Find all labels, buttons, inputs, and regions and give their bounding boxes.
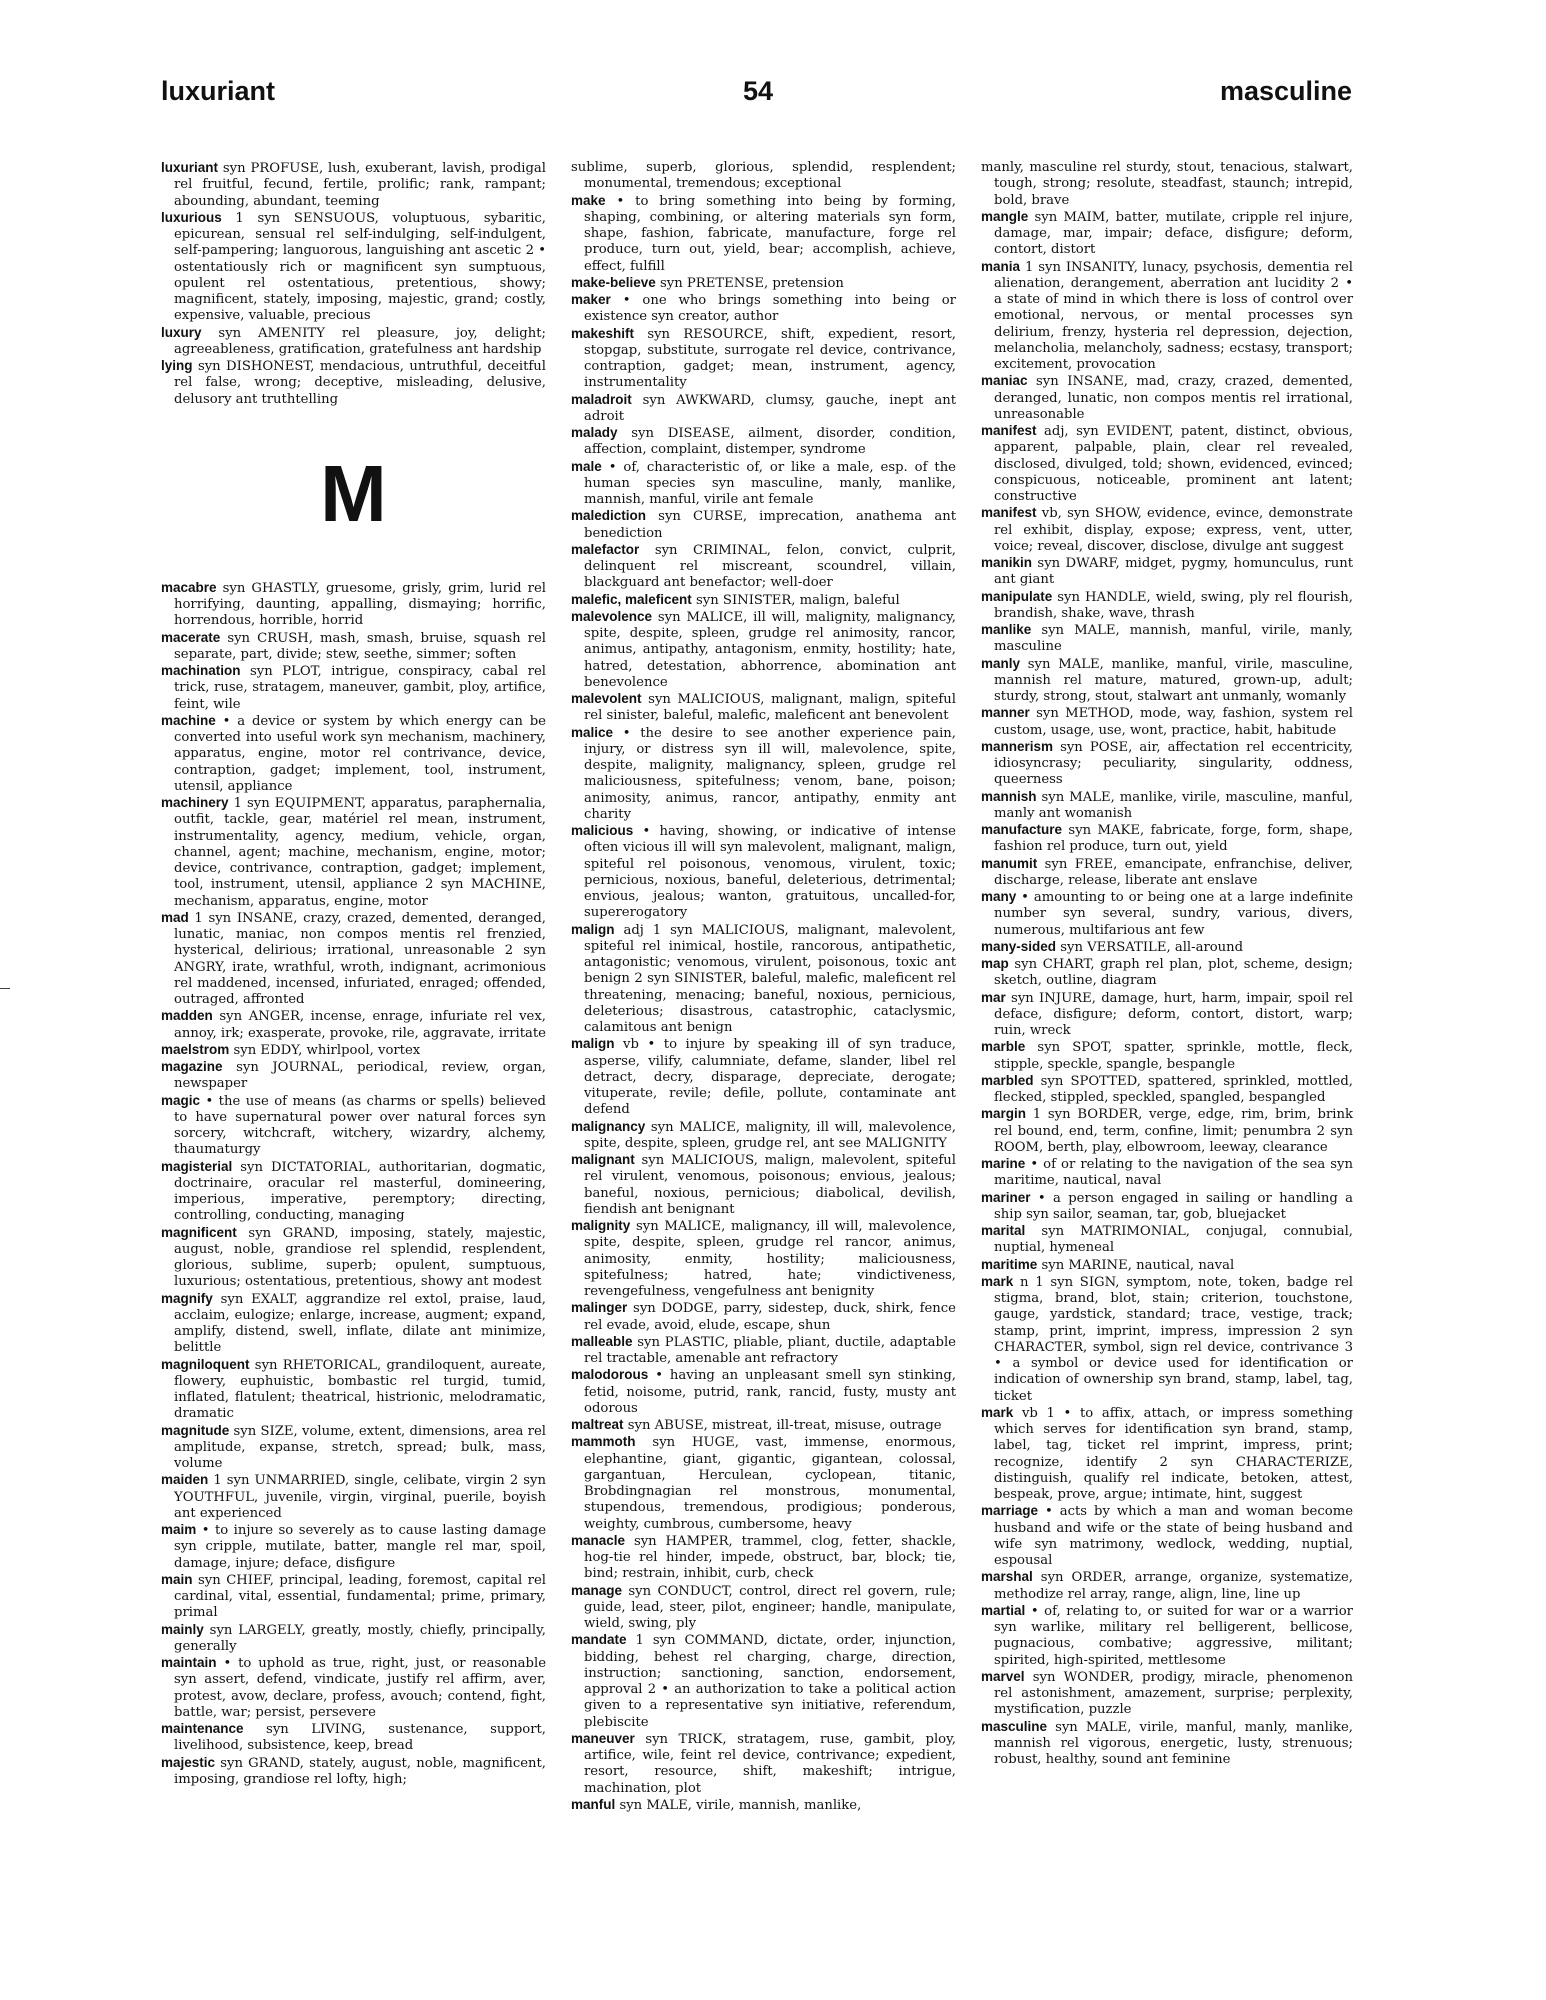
entry-headword: mania: [981, 258, 1021, 274]
entry-definition: syn POSE, air, affectation rel eccentricity, idiosyncrasy; peculiarity, singularity, oddness, queerness: [994, 739, 1353, 788]
entry-headword: maim: [161, 1522, 197, 1537]
dictionary-entry: [981, 1719, 1353, 1769]
entry-headword: malefactor: [571, 541, 640, 557]
dictionary-entry: [161, 1093, 546, 1159]
dictionary-entry: [571, 508, 956, 542]
entry-definition: syn MALE, manlike, virile, masculine, manful, manly ant womanish: [994, 789, 1353, 821]
entry-headword: many-sided: [981, 938, 1057, 954]
entry-definition: syn CRIMINAL, felon, convict, culprit, delinquent rel miscreant, scoundrel, villain, blackguard ant benefactor; well-doer: [584, 542, 956, 591]
entry-headword: male: [571, 458, 602, 474]
dictionary-entry: [571, 1119, 956, 1153]
entry-definition: syn HANDLE, wield, swing, ply rel flourish, brandish, shake, wave, thrash: [994, 589, 1353, 621]
entry-headword: manful: [571, 1796, 616, 1812]
entry-headword: make-believe: [571, 274, 656, 290]
dictionary-entry: [161, 1059, 546, 1093]
entry-definition: manly, masculine rel sturdy, stout, tenacious, stalwart, tough, strong; resolute, steadfast, staunch; intrepid, bold, brave: [981, 160, 1353, 208]
entry-headword: manikin: [981, 555, 1033, 570]
dictionary-entry: [571, 425, 956, 459]
entry-definition: 1 syn SENSUOUS, voluptuous, sybaritic, epicurean, sensual rel self-indulging, self-indulgent, self-pampering; languorous, languishing ant ascetic 2 • ostentatiously rich or magnificent syn sumptuous, opulent rel ostentatious, pretentious, showy; magnificent, stately, imposing, majestic, grand; costly, expensive, valuable, precious: [174, 210, 546, 324]
entry-headword: machination: [161, 663, 241, 678]
column-3: [981, 160, 1353, 1768]
entry-headword: magisterial: [161, 1158, 233, 1174]
dictionary-entry: [161, 580, 546, 630]
entry-definition: syn JOURNAL, periodical, review, organ, newspaper: [174, 1060, 546, 1092]
dictionary-entry: [571, 609, 956, 691]
entry-definition: syn RHETORICAL, grandiloquent, aureate, flowery, euphuistic, bombastic rel turgid, tumid, inflated, flatulent; theatrical, histrionic, melodramatic, dramatic: [174, 1357, 546, 1422]
entry-definition: vb, syn SHOW, evidence, evince, demonstrate rel exhibit, display, expose; express, vent, utter, voice; reveal, discover, disclose, divulge ant suggest: [994, 506, 1353, 554]
entry-definition: • amounting to or being one at a large indefinite number syn several, sundry, various, divers, numerous, multifarious ant few: [994, 890, 1353, 938]
entry-headword: maker: [571, 292, 611, 307]
entry-headword: malicious: [571, 823, 634, 838]
entry-definition: syn WONDER, prodigy, miracle, phenomenon rel astonishment, amazement, surprise; perplexity, mystification, puzzle: [994, 1669, 1353, 1718]
dictionary-entry: [981, 1569, 1353, 1603]
entry-definition: syn ANGER, incense, enrage, infuriate rel vex, annoy, irk; exasperate, provoke, rile, aggravate, irritate: [174, 1009, 546, 1041]
entry-headword: malignancy: [571, 1118, 646, 1134]
entry-headword: luxurious: [161, 209, 222, 225]
dictionary-entry: [571, 823, 956, 922]
entry-headword: manipulate: [981, 588, 1053, 604]
dictionary-entry: [161, 1622, 546, 1656]
entry-headword: luxuriant: [161, 160, 219, 175]
entry-headword: masculine: [981, 1718, 1048, 1734]
entry-headword: malevolent: [571, 691, 642, 706]
entry-definition: syn PLOT, intrigue, conspiracy, cabal rel trick, ruse, stratagem, maneuver, gambit, ploy, artifice, feint, wile: [174, 664, 546, 712]
entry-headword: marine: [981, 1156, 1026, 1171]
dictionary-entry: [981, 555, 1353, 589]
crop-mark: [0, 988, 10, 989]
entry-definition: syn MAKE, fabricate, forge, form, shape, fashion rel produce, turn out, yield: [994, 823, 1353, 855]
dictionary-entry: [161, 325, 546, 359]
dictionary-entry: [571, 691, 956, 725]
dictionary-entry: [981, 1190, 1353, 1224]
entry-definition: syn MALE, virile, mannish, manlike,: [619, 1797, 862, 1813]
dictionary-entry: [981, 1257, 1353, 1274]
dictionary-entry: [571, 1417, 956, 1434]
entry-headword: mar: [981, 989, 1006, 1005]
dictionary-entry: [981, 160, 1353, 209]
entry-headword: machine: [161, 712, 216, 728]
entry-headword: marbled: [981, 1072, 1034, 1088]
dictionary-entry: [981, 259, 1353, 374]
entry-headword: mainly: [161, 1621, 204, 1637]
dictionary-entry: [981, 505, 1353, 555]
dictionary-entry: [981, 1039, 1353, 1073]
entry-definition: syn MALICIOUS, malign, malevolent, spiteful rel virulent, venomous, poisonous; envious, jealous; baneful, noxious, pernicious; diabolical, devilish, fiendish ant benignant: [584, 1153, 956, 1217]
dictionary-entry: [161, 663, 546, 713]
dictionary-entry: [981, 373, 1353, 423]
entry-headword: maniac: [981, 373, 1028, 389]
entry-definition: syn MALE, mannish, manful, virile, manly, masculine: [994, 623, 1353, 655]
entry-headword: malevolence: [571, 608, 653, 624]
dictionary-entry: [161, 795, 546, 910]
section-letter: M: [320, 448, 387, 538]
dictionary-entry: [571, 1334, 956, 1368]
dictionary-entry: [571, 1583, 956, 1633]
dictionary-entry: [981, 705, 1353, 739]
entry-headword: manacle: [571, 1532, 626, 1548]
dictionary-entry: [161, 1008, 546, 1042]
dictionary-entry: [571, 193, 956, 275]
entry-headword: manner: [981, 705, 1030, 721]
entry-headword: magnificent: [161, 1224, 237, 1240]
dictionary-entry: [571, 459, 956, 509]
entry-headword: magnitude: [161, 1422, 230, 1438]
dictionary-entry: [571, 160, 956, 193]
entry-definition: syn LARGELY, greatly, mostly, chiefly, principally, generally: [174, 1622, 546, 1654]
entry-headword: mangle: [981, 208, 1029, 224]
dictionary-entry: [981, 209, 1353, 259]
entry-definition: syn CHART, graph rel plan, plot, scheme, design; sketch, outline, diagram: [994, 957, 1353, 989]
entry-definition: 1 syn INSANITY, lunacy, psychosis, dementia rel alienation, derangement, aberration ant lucidity 2 • a state of mind in which there is loss of control over emotional, nervous, or mental processes syn delirium, frenzy, hysteria rel depression, dejection, melancholia, melancholy, sadness; ecstasy, transport; excitement, provocation: [994, 259, 1353, 372]
dictionary-entry: [571, 592, 956, 609]
entry-headword: malignity: [571, 1218, 631, 1233]
entry-headword: malinger: [571, 1300, 628, 1316]
entry-definition: • of or relating to the navigation of the sea syn maritime, nautical, naval: [994, 1157, 1353, 1189]
entry-headword: manly: [981, 655, 1021, 671]
entry-headword: main: [161, 1571, 193, 1587]
entry-headword: macabre: [161, 579, 217, 595]
entry-definition: syn MARINE, nautical, naval: [1041, 1257, 1235, 1273]
entry-definition: vb 1 • to affix, attach, or impress something which serves for identification syn brand, stamp, label, tag, ticket rel imprint, impress, print; recognize, identify 2 syn CHARACTERIZE, distinguish, qualify rel indicate, betoken, attest, bespeak, prove, argue; intimate, hint, suggest: [994, 1405, 1353, 1502]
entry-definition: syn EXALT, aggrandize rel extol, praise, laud, acclaim, eulogize; enlarge, increase, augment; expand, amplify, distend, swell, inflate, dilate ant minimize, belittle: [174, 1291, 546, 1356]
entry-definition: adj 1 syn MALICIOUS, malignant, malevolent, spiteful rel inimical, hostile, rancorous, antipathetic, antagonistic; venomous, virulent, poisonous, toxic ant benign 2 syn SINISTER, baleful, malefic, maleficent rel threatening, menacing; baneful, noxious, pernicious, deleterious; disastrous, catastrophic, cataclysmic, calamitous ant benign: [584, 922, 956, 1035]
entry-headword: malign: [571, 921, 615, 937]
page-number: 54: [743, 76, 774, 106]
dictionary-entry: [161, 630, 546, 664]
entry-headword: malign: [571, 1036, 615, 1052]
entry-definition: syn MALE, virile, manful, manly, manlike, mannish rel vigorous, energetic, lusty, strenuous; robust, healthy, sound ant feminine: [994, 1719, 1353, 1767]
entry-definition: syn CURSE, imprecation, anathema ant benediction: [584, 509, 956, 541]
entry-headword: makeshift: [571, 325, 635, 341]
entry-headword: mammoth: [571, 1434, 636, 1450]
dictionary-entry: [981, 1405, 1353, 1504]
column-2: [571, 160, 956, 1814]
entry-definition: syn AWKWARD, clumsy, gauche, inept ant adroit: [584, 392, 956, 424]
entry-headword: malady: [571, 425, 618, 440]
entry-definition: • a device or system by which energy can be converted into useful work syn mechanism, machinery, apparatus, engine, motor rel contrivance, device, contraption, gadget; implement, tool, instrument, utensil, appliance: [174, 713, 546, 794]
entry-definition: syn PLASTIC, pliable, pliant, ductile, adaptable rel tractable, amenable ant refractory: [584, 1334, 956, 1366]
entry-definition: syn LIVING, sustenance, support, livelihood, subsistence, keep, bread: [174, 1722, 546, 1754]
entry-definition: syn DWARF, midget, pygmy, homunculus, runt ant giant: [994, 556, 1353, 588]
dictionary-entry: [161, 1755, 546, 1789]
entry-definition: • to injure so severely as to cause lasting damage syn cripple, mutilate, batter, mangle rel mar, spoil, damage, injure; deface, disfigure: [174, 1523, 546, 1571]
entry-definition: syn HUGE, vast, immense, enormous, elephantine, giant, gigantic, gigantean, colossal, gargantuan, Herculean, cyclopean, titanic, Brobdingnagian rel monstrous, monumental, stupendous, tremendous, prodigious; ponderous, weighty, cumbrous, cumbersome, heavy: [584, 1435, 956, 1532]
entry-headword: marble: [981, 1039, 1026, 1055]
entry-definition: • acts by which a man and woman become husband and wife or the state of being husband and wife syn matrimony, wedlock, wedding, nuptial, espousal: [994, 1504, 1354, 1568]
dictionary-entry: [981, 822, 1353, 856]
dictionary-entry: [571, 542, 956, 592]
entry-headword: mannish: [981, 788, 1037, 804]
dictionary-entry: [161, 160, 546, 210]
dictionary-entry: [161, 1655, 546, 1721]
entry-definition: syn MALICE, ill will, malignity, malignancy, spite, despite, spleen, grudge rel animosity, rancor, animus, antipathy, antagonism, enmity, hostility; hate, hatred, detestation, abhorrence, abomination ant benevolence: [584, 609, 956, 690]
entry-headword: malefic, maleficent: [571, 591, 692, 607]
entry-definition: 1 syn EQUIPMENT, apparatus, paraphernalia, outfit, tackle, gear, matériel rel mean, instrument, instrumentality, agency, medium, vehicle, organ, channel, agent; machine, mechanism, engine, motor; device, contrivance, contraption, gadget; implement, tool, instrument, utensil, appliance 2 syn MACHINE, mechanism, apparatus, engine, motor: [174, 796, 546, 909]
entry-definition: • having an unpleasant smell syn stinking, fetid, noisome, putrid, rank, rancid, fusty, musty ant odorous: [584, 1368, 956, 1416]
entry-headword: malediction: [571, 508, 647, 524]
dictionary-entry: [161, 713, 546, 795]
entry-headword: mark: [981, 1273, 1014, 1289]
entry-definition: 1 syn COMMAND, dictate, order, injunction, bidding, behest rel charging, charge, direction, instruction; sanctioning, sanction, endorsement, approval 2 • an authorization to take a political action given to a representative syn initiative, referendum, plebiscite: [584, 1633, 956, 1730]
dictionary-entry: [161, 1291, 546, 1357]
entry-headword: mariner: [981, 1189, 1031, 1205]
entry-definition: syn PRETENSE, pretension: [660, 275, 844, 291]
entry-definition: syn MALICIOUS, malignant, malign, spiteful rel sinister, baleful, malefic, maleficent ant benevolent: [584, 692, 956, 724]
entry-headword: manumit: [981, 855, 1038, 871]
entry-definition: syn MATRIMONIAL, conjugal, connubial, nuptial, hymeneal: [994, 1224, 1353, 1256]
dictionary-entry: [981, 956, 1353, 990]
entry-headword: make: [571, 192, 606, 208]
entry-headword: magniloquent: [161, 1356, 250, 1372]
entry-definition: • a person engaged in sailing or handling a ship syn sailor, seaman, tar, gob, bluejacket: [994, 1190, 1353, 1222]
entry-definition: syn SPOT, spatter, sprinkle, mottle, fleck, stipple, speckle, spangle, bespangle: [994, 1040, 1353, 1072]
dictionary-entry: [981, 622, 1353, 656]
entry-headword: maltreat: [571, 1417, 624, 1432]
entry-definition: • one who brings something into being or existence syn creator, author: [584, 293, 956, 325]
entry-headword: magazine: [161, 1059, 223, 1074]
entry-headword: macerate: [161, 629, 221, 645]
dictionary-entry: [571, 1434, 956, 1533]
entry-headword: mad: [161, 909, 189, 925]
entry-definition: • to bring something into being by forming, shaping, combining, or altering materials syn form, shape, fashion, fabricate, manufacture, forge rel produce, turn out, yield, bear; accomplish, achieve, effect, fulfill: [584, 193, 956, 274]
entry-definition: vb • to injure by speaking ill of syn traduce, asperse, vilify, calumniate, defame, slander, libel rel detract, decry, disparage, depreciate, derogate; vituperate, revile; defile, pollute, contaminate ant defend: [584, 1037, 956, 1118]
dictionary-entry: [161, 1159, 546, 1225]
dictionary-entry: [981, 1156, 1353, 1190]
guide-word-left: luxuriant: [161, 76, 276, 106]
dictionary-entry: [981, 1106, 1353, 1156]
entry-headword: many: [981, 889, 1017, 904]
dictionary-entry: [571, 725, 956, 824]
dictionary-entry: [981, 739, 1353, 789]
dictionary-entry: [161, 1721, 546, 1755]
entry-definition: syn DODGE, parry, sidestep, duck, shirk, fence rel evade, avoid, elude, escape, shun: [584, 1301, 956, 1333]
entry-headword: magnify: [161, 1290, 213, 1306]
dictionary-entry: [981, 1073, 1353, 1107]
entry-definition: 1 syn BORDER, verge, edge, rim, brim, brink rel bound, end, term, confine, limit; penumbra 2 syn ROOM, berth, play, elbowroom, leeway, clearance: [994, 1107, 1353, 1155]
entry-definition: syn PROFUSE, lush, exuberant, lavish, prodigal rel fruitful, fecund, fertile, prolific; rank, rampant; abounding, abundant, teeming: [174, 161, 547, 209]
entry-definition: syn DISEASE, ailment, disorder, condition, affection, complaint, distemper, syndrome: [584, 426, 956, 458]
entry-definition: syn INJURE, damage, hurt, harm, impair, spoil rel deface, disfigure; deform, contort, distort, warp; ruin, wreck: [994, 990, 1353, 1038]
entry-definition: • to uphold as true, right, just, or reasonable syn assert, defend, vindicate, justify rel affirm, aver, protest, avow, declare, profess, avouch; contend, fight, battle, war; persist, persevere: [174, 1656, 546, 1720]
entry-headword: majestic: [161, 1754, 216, 1770]
entry-definition: syn VERSATILE, all-around: [1060, 939, 1244, 955]
dictionary-entry: [161, 1572, 546, 1622]
entry-headword: magic: [161, 1092, 201, 1108]
entry-headword: maintenance: [161, 1721, 244, 1736]
dictionary-entry: [571, 1152, 956, 1218]
dictionary-entry: [981, 1503, 1353, 1569]
entry-definition: syn CONDUCT, control, direct rel govern, rule; guide, lead, steer, pilot, engineer; handle, manipulate, wield, swing, ply: [584, 1583, 956, 1631]
dictionary-entry: [571, 275, 956, 292]
entry-definition: syn SIZE, volume, extent, dimensions, area rel amplitude, expanse, stretch, spread; bulk, mass, volume: [174, 1423, 546, 1471]
entry-headword: martial: [981, 1602, 1026, 1618]
dictionary-entry: [571, 1731, 956, 1797]
entry-definition: syn METHOD, mode, way, fashion, system rel custom, usage, use, wont, practice, habit, habitude: [994, 706, 1353, 738]
entry-definition: • of, characteristic of, or like a male, esp. of the human species syn masculine, manly, manlike, mannish, manful, virile ant female: [584, 459, 956, 507]
entry-definition: syn CRUSH, mash, smash, bruise, squash rel separate, part, divide; stew, seethe, simmer; soften: [174, 630, 546, 662]
entry-definition: syn ABUSE, mistreat, ill-treat, misuse, outrage: [627, 1418, 942, 1433]
entry-definition: • of, relating to, or suited for war or a warrior syn warlike, military rel belligerent, bellicose, pugnacious, combative; aggressive, militant; spirited, high-spirited, mettlesome: [994, 1603, 1353, 1668]
entry-definition: 1 syn INSANE, crazy, crazed, demented, deranged, lunatic, maniac, non compos mentis rel frenzied, hysterical, delirious; irrational, unreasonable 2 syn ANGRY, irate, wrathful, wroth, indignant, acrimonious rel maddened, incensed, infuriated, enraged; offended, outraged, affronted: [174, 910, 546, 1007]
entry-headword: malodorous: [571, 1367, 649, 1383]
entry-definition: syn SINISTER, malign, baleful: [696, 592, 900, 608]
dictionary-entry: [571, 1036, 956, 1118]
entry-headword: maiden: [161, 1472, 209, 1488]
entry-headword: manufacture: [981, 822, 1063, 837]
dictionary-entry: [981, 1603, 1353, 1669]
dictionary-entry: [571, 1300, 956, 1334]
dictionary-entry: [161, 358, 546, 408]
entry-headword: mark: [981, 1404, 1014, 1420]
dictionary-entry: [981, 1669, 1353, 1719]
dictionary-entry: [571, 1533, 956, 1583]
entry-headword: maintain: [161, 1655, 217, 1670]
dictionary-entry: [981, 589, 1353, 623]
entry-definition: syn ORDER, arrange, organize, systematize, methodize rel array, range, align, line, line up: [994, 1570, 1353, 1602]
entry-headword: maelstrom: [161, 1041, 230, 1057]
entry-definition: syn MAIM, batter, mutilate, cripple rel injure, damage, mar, impair; deface, disfigure; deform, contort, distort: [994, 209, 1353, 258]
guide-word-right: masculine: [1219, 76, 1352, 106]
dictionary-entry: [981, 423, 1353, 505]
entry-definition: adj, syn EVIDENT, patent, distinct, obvious, apparent, palpable, plain, clear rel revealed, disclosed, divulged, told; shown, evidenced, evinced; conspicuous, noticeable, prominent ant latent; constructive: [994, 424, 1353, 504]
dictionary-entry: [571, 1218, 956, 1300]
entry-headword: marital: [981, 1223, 1026, 1238]
entry-headword: map: [981, 956, 1009, 971]
dictionary-entry: [161, 1225, 546, 1291]
entry-definition: syn MALE, manlike, manful, virile, masculine, mannish rel mature, matured, grown-up, adult; sturdy, strong, stout, stalwart ant unmanly, womanly: [994, 656, 1353, 704]
entry-definition: syn FREE, emancipate, enfranchise, deliver, discharge, release, liberate ant enslave: [994, 856, 1353, 888]
entry-definition: syn MALICE, malignity, ill will, malevolence, spite, despite, spleen, grudge rel, ant see MALIGNITY: [584, 1119, 956, 1151]
dictionary-entry: [571, 292, 956, 326]
entry-headword: lying: [161, 358, 193, 373]
dictionary-entry: [571, 392, 956, 426]
entry-headword: mandate: [571, 1632, 627, 1648]
dictionary-entry: [981, 1274, 1353, 1405]
dictionary-entry: [161, 210, 546, 325]
entry-definition: syn GRAND, imposing, stately, majestic, august, noble, grandiose rel splendid, resplendent, glorious, sublime, superb; opulent, sumptuous, luxurious; ostentatious, pretentious, showy ant modest: [174, 1225, 547, 1290]
entry-headword: manlike: [981, 622, 1032, 637]
dictionary-entry: [571, 922, 956, 1037]
entry-headword: manifest: [981, 423, 1037, 438]
dictionary-entry: [981, 789, 1353, 823]
dictionary-entry: [981, 656, 1353, 706]
dictionary-entry: [981, 889, 1353, 939]
entry-headword: mannerism: [981, 738, 1054, 754]
entry-definition: syn SPOTTED, spattered, sprinkled, mottled, flecked, stippled, speckled, spangled, bespangled: [994, 1073, 1353, 1105]
entry-definition: • the use of means (as charms or spells) believed to have supernatural power over natural forces syn sorcery, witchcraft, witchery, wizardry, alchemy, thaumaturgy: [174, 1093, 546, 1158]
dictionary-entry: [981, 990, 1353, 1040]
entry-definition: • the desire to see another experience pain, injury, or distress syn ill will, malevolence, spite, despite, malignity, malignancy, spleen, grudge rel maliciousness, spitefulness; venom, bane, poison; animosity, animus, rancor, antipathy, enmity ant charity: [584, 725, 956, 822]
entry-definition: syn CHIEF, principal, leading, foremost, capital rel cardinal, vital, essential, fundamental; prime, primary, primal: [174, 1572, 546, 1621]
entry-definition: syn RESOURCE, shift, expedient, resort, stopgap, substitute, surrogate rel device, contrivance, contraption, gadget; mean, instrument, agency, instrumentality: [584, 326, 956, 391]
entry-headword: luxury: [161, 324, 202, 340]
entry-definition: syn HAMPER, trammel, clog, fetter, shackle, hog-tie rel hinder, impede, obstruct, bar, block; tie, bind; restrain, inhibit, curb, check: [584, 1533, 956, 1582]
entry-definition: syn DICTATORIAL, authoritarian, dogmatic, doctrinaire, oracular rel masterful, domineering, imperious, imperative, peremptory; directing, controlling, conducting, managing: [174, 1159, 546, 1224]
dictionary-entry: [981, 1223, 1353, 1257]
entry-definition: syn MALICE, malignancy, ill will, malevolence, spite, despite, spleen, grudge rel rancor, animus, animosity, enmity, hostility; maliciousness, spitefulness; hatred, hate; vindictiveness, revengefulness, vengefulness ant benignity: [584, 1219, 956, 1299]
entry-headword: manifest: [981, 505, 1037, 521]
entry-definition: syn GRAND, stately, august, noble, magnificent, imposing, grandiose rel lofty, high;: [174, 1755, 546, 1787]
entry-definition: 1 syn UNMARRIED, single, celibate, virgin 2 syn YOUTHFUL, juvenile, virgin, virginal, puerile, boyish ant experienced: [174, 1473, 546, 1521]
entry-definition: syn GHASTLY, gruesome, grisly, grim, lurid rel horrifying, daunting, appalling, dismaying; horrific, horrendous, horrible, horrid: [174, 580, 546, 629]
entry-definition: syn EDDY, whirlpool, vortex: [233, 1042, 421, 1058]
dictionary-entry: [161, 1423, 546, 1473]
dictionary-entry: [571, 1632, 956, 1731]
entry-definition: syn AMENITY rel pleasure, joy, delight; agreeableness, gratification, gratefulness ant hardship: [174, 325, 546, 357]
entry-headword: maneuver: [571, 1730, 635, 1746]
entry-headword: marshal: [981, 1569, 1033, 1585]
dictionary-entry: [571, 326, 956, 392]
dictionary-entry: [161, 1042, 546, 1059]
entry-headword: malice: [571, 724, 614, 740]
entry-headword: maladroit: [571, 391, 632, 407]
entry-headword: malleable: [571, 1333, 633, 1349]
entry-definition: syn INSANE, mad, crazy, crazed, demented, deranged, lunatic, non compos mentis rel irrational, unreasonable: [994, 374, 1353, 422]
dictionary-entry: [161, 1522, 546, 1572]
entry-headword: madden: [161, 1008, 213, 1024]
dictionary-entry: [571, 1367, 956, 1417]
entry-definition: syn TRICK, stratagem, ruse, gambit, ploy, artifice, wile, feint rel device, contrivance; expedient, resort, resource, shift, makeshift; intrigue, machination, plot: [584, 1731, 956, 1796]
dictionary-entry: [161, 1472, 546, 1522]
dictionary-entry: [571, 1797, 956, 1814]
entry-definition: sublime, superb, glorious, splendid, resplendent; monumental, tremendous; exceptional: [571, 160, 956, 192]
column-1: [161, 160, 546, 1788]
dictionary-entry: [161, 910, 546, 1009]
entry-headword: manage: [571, 1582, 623, 1598]
entry-headword: marriage: [981, 1503, 1039, 1519]
entry-definition: • having, showing, or indicative of intense often vicious ill will syn malevolent, malignant, malign, spiteful rel poisonous, venomous, virulent, toxic; pernicious, noxious, baneful, deleterious, detrimental; envious, jealous; wanton, gratuitous, uncalled-for, supererogatory: [584, 824, 956, 921]
entry-headword: maritime: [981, 1256, 1038, 1272]
dictionary-entry: [981, 939, 1353, 956]
dictionary-entry: [161, 1357, 546, 1423]
entry-headword: marvel: [981, 1668, 1025, 1684]
dictionary-entry: [981, 856, 1353, 890]
entry-definition: syn DISHONEST, mendacious, untruthful, deceitful rel false, wrong; deceptive, misleading, delusive, delusory ant truthtelling: [174, 359, 546, 407]
entry-definition: n 1 syn SIGN, symptom, note, token, badge rel stigma, brand, blot, stain; criterion, touchstone, gauge, yardstick, standard; trace, vestige, track; stamp, print, imprint, impress, impression 2 syn CHARACTER, symbol, sign rel device, contrivance 3 • a symbol or device used for identification or indication of ownership syn brand, stamp, label, tag, ticket: [994, 1274, 1353, 1404]
entry-headword: machinery: [161, 795, 229, 810]
entry-headword: malignant: [571, 1152, 635, 1167]
entry-headword: margin: [981, 1106, 1027, 1122]
